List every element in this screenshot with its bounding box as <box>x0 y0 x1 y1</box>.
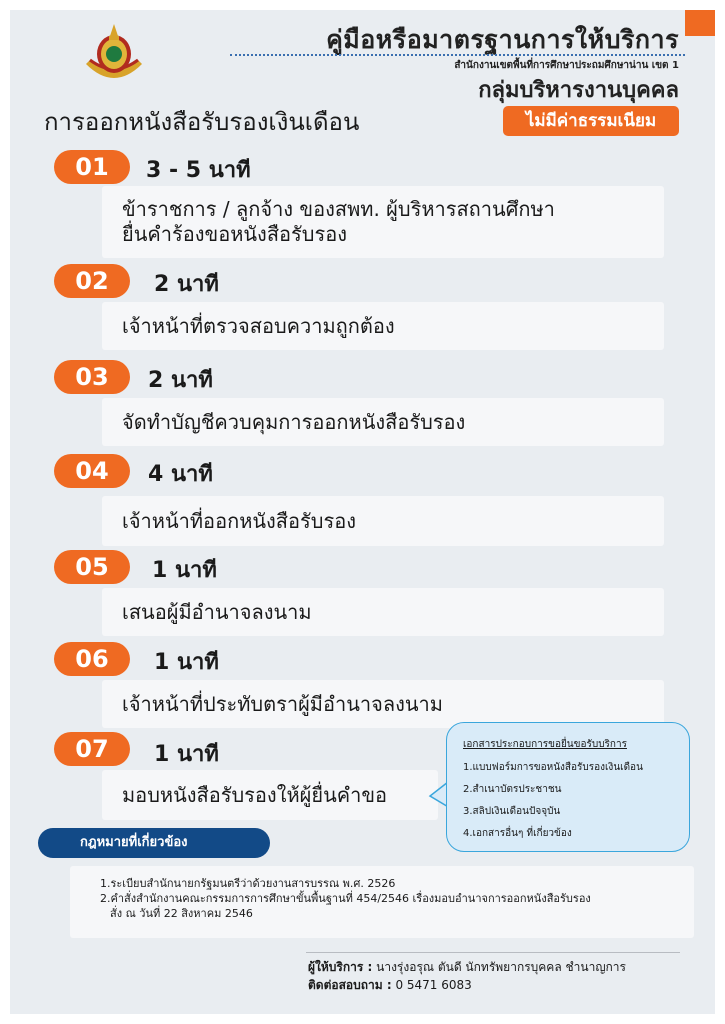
step-text-line: ยื่นคำร้องขอหนังสือรับรอง <box>122 222 347 246</box>
law-item-1: 1.ระเบียบสำนักนายกรัฐมนตรีว่าด้วยงานสารบรรณ พ.ศ. 2526 <box>100 877 396 890</box>
document-item: 3.สลิปเงินเดือนปัจจุบัน <box>463 806 561 817</box>
document-item: 4.เอกสารอื่นๆ ที่เกี่ยวข้อง <box>463 828 572 839</box>
step-time-02: 2 นาที <box>154 272 219 297</box>
provider-label: ผู้ให้บริการ : <box>308 960 373 974</box>
law-item-2-date: สั่ง ณ วันที่ 22 สิงหาคม 2546 <box>110 907 253 920</box>
step-description-01 <box>102 186 664 258</box>
contact-label: ติดต่อสอบถาม : <box>308 978 392 992</box>
service-title: การออกหนังสือรับรองเงินเดือน <box>44 108 360 136</box>
document-page <box>10 10 715 1014</box>
step-description-04 <box>102 496 664 546</box>
document-item: 1.แบบฟอร์มการขอหนังสือรับรองเงินเดือน <box>463 762 643 773</box>
document-item: 2.สำเนาบัตรประชาชน <box>463 784 562 795</box>
step-text-line: มอบหนังสือรับรองให้ผู้ยื่นคำขอ <box>122 782 388 807</box>
law-item-2: 2.คำสั่งสำนักงานคณะกรรมการการศึกษาขั้นพื้นฐานที่ 454/2546 เรื่องมอบอำนาจการออกหนังสือรับรอง <box>100 892 591 905</box>
contact-phone: 0 5471 6083 <box>395 978 472 992</box>
step-time-04: 4 นาที <box>148 462 213 487</box>
step-description-07 <box>102 770 438 820</box>
related-laws-box <box>70 866 694 938</box>
step-number-07: 07 <box>54 732 130 766</box>
step-number-06: 06 <box>54 642 130 676</box>
step-time-06: 1 นาที <box>154 650 219 675</box>
group-name: กลุ่มบริหารงานบุคคล <box>478 78 679 103</box>
step-description-02 <box>102 302 664 350</box>
provider-value: นางรุ่งอรุณ ตันดี นักทรัพยากรบุคคล ชำนาญการ <box>376 960 626 974</box>
step-text-line: เจ้าหน้าที่ออกหนังสือรับรอง <box>122 508 356 533</box>
step-number-04: 04 <box>54 454 130 488</box>
step-number-03: 03 <box>54 360 130 394</box>
documents-title: เอกสารประกอบการขอยื่นขอรับบริการ <box>463 739 627 750</box>
step-text-line: เสนอผู้มีอำนาจลงนาม <box>122 599 312 624</box>
related-laws-label: กฎหมายที่เกี่ยวข้อง <box>38 828 270 858</box>
service-provider <box>308 958 626 977</box>
step-text-line: จัดทำบัญชีควบคุมการออกหนังสือรับรอง <box>122 409 466 434</box>
step-description-06 <box>102 680 664 728</box>
fee-badge: ไม่มีค่าธรรมเนียม <box>503 106 679 136</box>
header-dotted-divider <box>230 54 685 56</box>
step-time-07: 1 นาที <box>154 742 219 767</box>
step-number-01: 01 <box>54 150 130 184</box>
footer-divider <box>306 952 680 953</box>
required-documents-callout <box>446 722 690 852</box>
step-description-03 <box>102 398 664 446</box>
manual-title: คู่มือหรือมาตรฐานการให้บริการ <box>326 25 679 54</box>
step-time-05: 1 นาที <box>152 558 217 583</box>
office-name: สำนักงานเขตพื้นที่การศึกษาประถมศึกษาน่าน เขต 1 <box>454 60 679 71</box>
step-text-line: เจ้าหน้าที่ประทับตราผู้มีอำนาจลงนาม <box>122 691 443 716</box>
step-time-01: 3 - 5 นาที <box>146 158 251 183</box>
step-text-line: เจ้าหน้าที่ตรวจสอบความถูกต้อง <box>122 313 395 338</box>
step-text-line: ข้าราชการ / ลูกจ้าง ของสพท. ผู้บริหารสถานศึกษา <box>122 197 555 221</box>
contact-info <box>308 976 472 995</box>
step-number-02: 02 <box>54 264 130 298</box>
step-description-05 <box>102 588 664 636</box>
step-number-05: 05 <box>54 550 130 584</box>
obec-emblem-icon <box>82 20 146 88</box>
corner-accent <box>685 10 715 36</box>
step-time-03: 2 นาที <box>148 368 213 393</box>
